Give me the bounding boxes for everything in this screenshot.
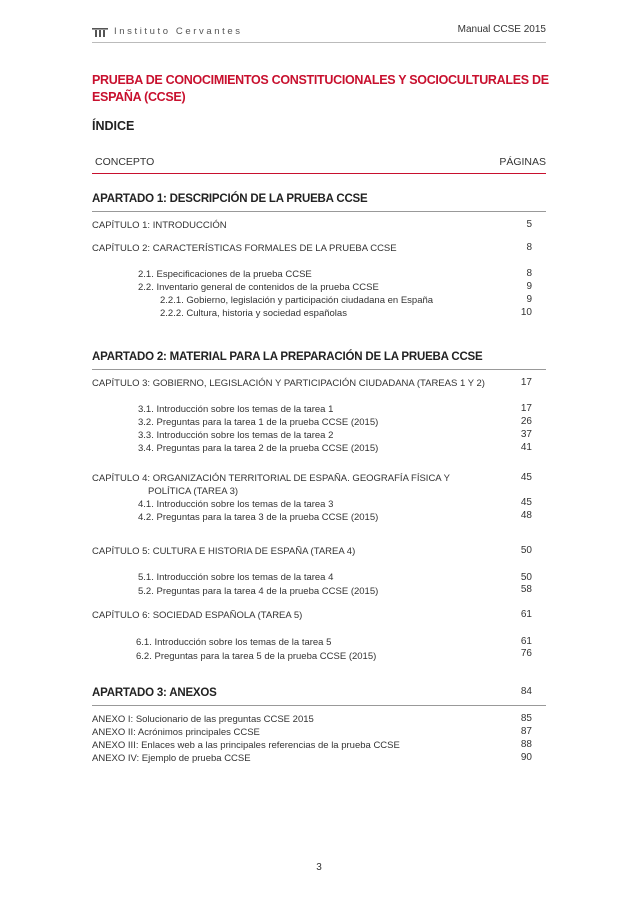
document-title: PRUEBA DE CONOCIMIENTOS CONSTITUCIONALES Y SOCIOCULTURALES DE ESPAÑA (CCSE) [92,73,549,104]
toc-entry[interactable]: ANEXO I: Solucionario de las preguntas CCSE 2015 [92,714,314,725]
toc-entry[interactable]: 6.2. Preguntas para la tarea 5 de la prueba CCSE (2015) [136,651,377,662]
toc-page: 45 [520,497,532,508]
toc-entry[interactable]: ANEXO III: Enlaces web a las principales referencias de la prueba CCSE [92,740,400,751]
toc-page: 58 [520,584,532,595]
section-rule [92,369,546,370]
toc-page: 17 [520,403,532,414]
section-heading: APARTADO 1: DESCRIPCIÓN DE LA PRUEBA CCSE [92,193,368,205]
toc-entry[interactable]: ANEXO II: Acrónimos principales CCSE [92,727,260,738]
toc-entry[interactable]: 6.1. Introducción sobre los temas de la tarea 5 [136,637,332,648]
toc-entry[interactable]: CAPÍTULO 5: CULTURA E HISTORIA DE ESPAÑA (TAREA 4) [92,546,356,557]
toc-entry[interactable]: CAPÍTULO 4: ORGANIZACIÓN TERRITORIAL DE ESPAÑA. GEOGRAFÍA FÍSICA Y [92,473,450,484]
toc-page: 50 [520,572,532,583]
section-heading: APARTADO 2: MATERIAL PARA LA PREPARACIÓN DE LA PRUEBA CCSE [92,351,483,363]
toc-entry[interactable]: 3.1. Introducción sobre los temas de la tarea 1 [138,404,334,415]
toc-entry[interactable]: 3.4. Preguntas para la tarea 2 de la prueba CCSE (2015) [138,443,379,454]
toc-page: 5 [526,219,532,230]
toc-entry[interactable]: 3.3. Introducción sobre los temas de la tarea 2 [138,430,334,441]
toc-entry[interactable]: ANEXO IV: Ejemplo de prueba CCSE [92,753,251,764]
manual-title: Manual CCSE 2015 [457,24,546,35]
toc-page: 10 [520,307,532,318]
cervantes-logo-icon [92,27,108,37]
index-heading: ÍNDICE [92,119,135,133]
toc-page: 90 [520,752,532,763]
toc-entry[interactable]: 3.2. Preguntas para la tarea 1 de la prueba CCSE (2015) [138,417,379,428]
concept-column-header: CONCEPTO [95,156,155,168]
brand-text: Instituto Cervantes [114,26,243,37]
toc-entry[interactable]: 4.2. Preguntas para la tarea 3 de la prueba CCSE (2015) [138,512,379,523]
toc-entry[interactable]: 2.2.1. Gobierno, legislación y participación ciudadana en España [160,295,434,306]
toc-page: 50 [520,545,532,556]
toc-page: 85 [520,713,532,724]
toc-page: 48 [520,510,532,521]
toc-page: 26 [520,416,532,427]
page-number: 3 [316,862,322,873]
toc-entry[interactable]: 5.1. Introducción sobre los temas de la tarea 4 [138,572,334,583]
toc-page: 45 [520,472,532,483]
toc-page: 61 [520,609,532,620]
toc-entry[interactable]: 2.1. Especificaciones de la prueba CCSE [138,269,312,280]
toc-entry[interactable]: 4.1. Introducción sobre los temas de la tarea 3 [138,499,334,510]
section-rule [92,705,546,706]
header-rule [92,173,546,174]
institute-logo [92,26,243,37]
toc-entry[interactable]: CAPÍTULO 2: CARACTERÍSTICAS FORMALES DE LA PRUEBA CCSE [92,243,397,254]
toc-entry[interactable]: CAPÍTULO 1: INTRODUCCIÓN [92,220,227,231]
section-rule [92,211,546,212]
toc-page: 87 [520,726,532,737]
toc-entry[interactable]: 5.2. Preguntas para la tarea 4 de la prueba CCSE (2015) [138,586,379,597]
toc-page: 41 [520,442,532,453]
toc-page: 37 [520,429,532,440]
section-heading: APARTADO 3: ANEXOS [92,687,217,699]
toc-entry[interactable]: CAPÍTULO 6: SOCIEDAD ESPAÑOLA (TAREA 5) [92,610,303,621]
toc-page: 76 [520,648,532,659]
toc-page: 88 [520,739,532,750]
toc-entry[interactable]: 2.2. Inventario general de contenidos de la prueba CCSE [138,282,379,293]
toc-entry[interactable]: 2.2.2. Cultura, historia y sociedad españolas [160,308,347,319]
toc-page: 8 [526,268,532,279]
pages-column-header: PÁGINAS [499,156,546,168]
toc-entry[interactable]: CAPÍTULO 3: GOBIERNO, LEGISLACIÓN Y PARTICIPACIÓN CIUDADANA (TAREAS 1 Y 2) [92,378,485,389]
toc-page: 9 [526,294,532,305]
header-divider [92,42,546,43]
toc-page: 61 [520,636,532,647]
toc-page: 9 [526,281,532,292]
toc-page: 8 [526,242,532,253]
section-page: 84 [520,686,532,697]
toc-page: 17 [520,377,532,388]
toc-entry-continuation[interactable]: POLÍTICA (TAREA 3) [148,486,239,497]
